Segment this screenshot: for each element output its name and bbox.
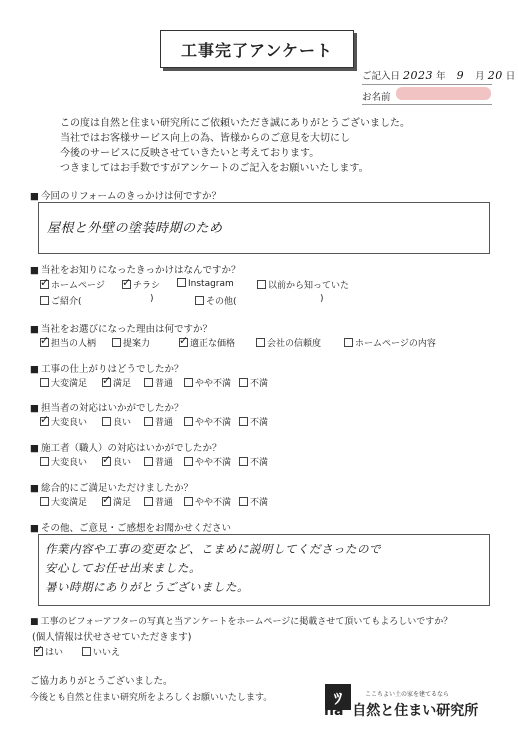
q3-option[interactable]: ✓ 適正な価格 xyxy=(179,336,256,349)
logo-icon: ﾂ xyxy=(325,684,351,710)
q8-answer-line: 暑い時期にありがとうございました。 xyxy=(45,580,249,594)
q4-options xyxy=(40,376,268,389)
q4-option[interactable]: ✓ 満足 xyxy=(102,376,144,389)
q4-option[interactable]: 不満 xyxy=(239,376,268,389)
q5-option[interactable]: やや不満 xyxy=(184,415,239,428)
q2-question: ■ 当社をお知りになったきっかけはなんですか？ xyxy=(30,262,241,276)
q7-option[interactable]: ✓ 満足 xyxy=(102,495,144,508)
q9-question: ■ 工事のビフォーアフターの写真と当アンケートをホームページに掲載させて頂いてもよろしいですか？ xyxy=(30,614,452,627)
date-year-unit: 年 xyxy=(436,71,446,82)
q5-question: ■ 担当者の対応はいかがでしたか？ xyxy=(30,400,184,414)
closing-line: ご協力ありがとうございました。 xyxy=(30,676,173,687)
q4-option[interactable]: やや不満 xyxy=(184,376,239,389)
q8-question: ■ その他、ご意見・ご感想をお聞かせください xyxy=(30,520,231,534)
q2-option-other[interactable]: その他( xyxy=(195,294,320,307)
q8-answer-line: 安心してお任せ出来ました。 xyxy=(45,561,201,575)
q2-option[interactable]: ✓ホームページ xyxy=(40,278,122,291)
intro-text xyxy=(60,116,410,176)
q1-answer-text: 屋根と外壁の塗装時期のため xyxy=(47,221,223,236)
q6-option[interactable]: 不満 xyxy=(239,455,268,468)
q6-option[interactable]: ✓ 良い xyxy=(102,455,144,468)
name-label: お名前 xyxy=(362,92,391,103)
intro-line: 当社ではお客様サービス向上の為、皆様からのご意見を大切にし xyxy=(60,133,350,144)
q1-answer-box[interactable] xyxy=(38,202,490,254)
q7-question: ■ 総合的にご満足いただけましたか？ xyxy=(30,480,193,494)
q2-option-referral[interactable]: ご紹介( xyxy=(40,294,150,307)
q7-option[interactable]: 不満 xyxy=(239,495,268,508)
q9-options xyxy=(34,645,120,658)
date-field xyxy=(362,68,515,82)
q2-options-row2 xyxy=(40,294,324,307)
q8-answer-line: 作業内容や工事の変更など、こまめに説明してくださったので xyxy=(45,542,381,556)
date-underline xyxy=(362,84,492,85)
q6-question: ■ 施工者（職人）の対応はいかがでしたか？ xyxy=(30,440,222,454)
q3-option[interactable]: 提案力 xyxy=(112,336,179,349)
q2-option[interactable]: 以前から知っていた xyxy=(257,278,349,291)
q9-note: (個人情報は伏せさせていただきます) xyxy=(32,632,192,643)
page-title xyxy=(160,30,354,68)
q3-option[interactable]: 会社の信頼度 xyxy=(256,336,344,349)
q2-option[interactable]: Instagram xyxy=(177,278,257,291)
q3-option[interactable]: ✓担当の人柄 xyxy=(40,336,112,349)
q2-paren: ) xyxy=(150,294,154,304)
date-month: 9 xyxy=(456,69,465,82)
logo-mark-text: na xyxy=(324,703,344,719)
q5-option[interactable]: 不満 xyxy=(239,415,268,428)
name-underline xyxy=(362,104,492,105)
q7-option[interactable]: やや不満 xyxy=(184,495,239,508)
date-day: 20 xyxy=(487,69,503,82)
q2-option[interactable]: ✓ チラシ xyxy=(122,278,177,291)
logo-wordmark xyxy=(324,700,478,720)
date-label: ご記入日 xyxy=(362,71,401,82)
q8-answer-box[interactable] xyxy=(38,534,490,606)
date-month-unit: 月 xyxy=(475,71,485,82)
intro-line: 今後のサービスに反映させていきたいと考えております。 xyxy=(60,148,320,159)
logo-tagline: ここちよい土の家を建てるなら xyxy=(365,691,450,698)
q5-option[interactable]: ✓大変良い xyxy=(40,415,102,428)
q7-option[interactable]: 大変満足 xyxy=(40,495,102,508)
q8-answer-text xyxy=(45,540,381,597)
q2-options-row1 xyxy=(40,278,349,291)
name-redacted xyxy=(396,87,491,100)
page-title-text: 工事完了アンケート xyxy=(180,40,334,60)
q3-option[interactable]: ホームページの内容 xyxy=(344,336,436,349)
q3-question: ■ 当社をお選びになった理由は何ですか？ xyxy=(30,321,212,335)
logo-name: 自然と住まい研究所 xyxy=(352,703,479,719)
q7-options xyxy=(40,495,268,508)
intro-line: この度は自然と住まい研究所にご依頼いただき誠にありがとうございました。 xyxy=(60,118,410,129)
intro-line: つきましてはお手数ですがアンケートのご記入をお願いいたします。 xyxy=(60,163,369,174)
q5-option[interactable]: 良い xyxy=(102,415,144,428)
q1-question: ■ 今回のリフォームのきっかけは何ですか？ xyxy=(30,188,221,202)
q4-option[interactable]: 普通 xyxy=(144,376,184,389)
q6-option[interactable]: 普通 xyxy=(144,455,184,468)
q9-option-yes[interactable]: ✓はい xyxy=(34,645,82,658)
q9-option-no[interactable]: いいえ xyxy=(82,645,120,658)
q2-paren: ) xyxy=(320,294,324,304)
q4-option[interactable]: 大変満足 xyxy=(40,376,102,389)
q6-option[interactable]: やや不満 xyxy=(184,455,239,468)
q4-question: ■ 工事の仕上がりはどうでしたか？ xyxy=(30,361,184,375)
q5-options xyxy=(40,415,268,428)
q3-options xyxy=(40,336,436,349)
q5-option[interactable]: 普通 xyxy=(144,415,184,428)
q6-options xyxy=(40,455,268,468)
q6-option[interactable]: 大変良い xyxy=(40,455,102,468)
date-day-unit: 日 xyxy=(505,71,516,82)
q7-option[interactable]: 普通 xyxy=(144,495,184,508)
date-year: 2023 xyxy=(403,69,434,82)
closing-line: 今後とも自然と住まい研究所をよろしくお願いいたします。 xyxy=(30,693,273,703)
